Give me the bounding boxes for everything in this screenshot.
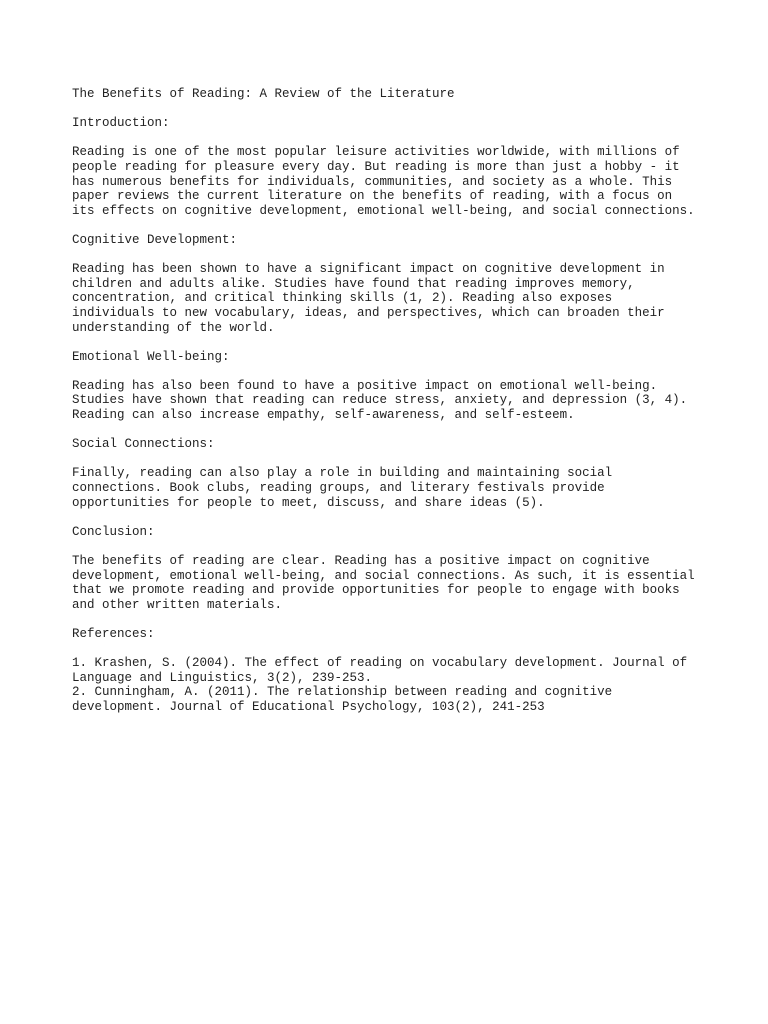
introduction-body: Reading is one of the most popular leisure activities worldwide, with millions of people reading for pleasure every day. But reading is more than just a hobby - it has numerous benefits for individuals, communities, and society as a whole. This paper reviews the current literature on the benefits of reading, with a focus on its effects on cognitive development, emotional well-being, and social connections. bbox=[72, 145, 695, 218]
references-heading: References: bbox=[72, 626, 155, 641]
reference-item-2: 2. Cunningham, A. (2011). The relationship between reading and cognitive development. Journal of Educational Psychology, 103(2), 241-253 bbox=[72, 685, 613, 714]
introduction-heading: Introduction: bbox=[72, 116, 170, 131]
reference-item-1: 1. Krashen, S. (2004). The effect of reading on vocabulary development. Journal of Language and Linguistics, 3(2), 239-253. bbox=[72, 656, 688, 685]
emotional-body: Reading has also been found to have a positive impact on emotional well-being. Studies have shown that reading can reduce stress, anxiety, and depression (3, 4). Reading can also increase empathy, self-awareness, and self-esteem. bbox=[72, 378, 688, 423]
cognitive-body: Reading has been shown to have a significant impact on cognitive development in children and adults alike. Studies have found that reading improves memory, concentration, and critical thinking skills (1, 2). Reading also exposes individuals to new vocabulary, ideas, and perspectives, which can broaden their understanding of the world. bbox=[72, 262, 665, 335]
conclusion-body: The benefits of reading are clear. Reading has a positive impact on cognitive development, emotional well-being, and social connections. As such, it is essential that we promote reading and provide opportunities for people to engage with books and other written materials. bbox=[72, 554, 695, 612]
references-list bbox=[72, 656, 732, 714]
document-page bbox=[72, 87, 732, 715]
social-heading: Social Connections: bbox=[72, 437, 215, 452]
social-body: Finally, reading can also play a role in building and maintaining social connections. Book clubs, reading groups, and literary festivals provide opportunities for people to meet, discuss, and share ideas (5). bbox=[72, 466, 613, 510]
conclusion-heading: Conclusion: bbox=[72, 524, 155, 539]
cognitive-heading: Cognitive Development: bbox=[72, 232, 238, 247]
document-title: The Benefits of Reading: A Review of the Literature bbox=[72, 87, 455, 101]
emotional-heading: Emotional Well-being: bbox=[72, 349, 230, 364]
